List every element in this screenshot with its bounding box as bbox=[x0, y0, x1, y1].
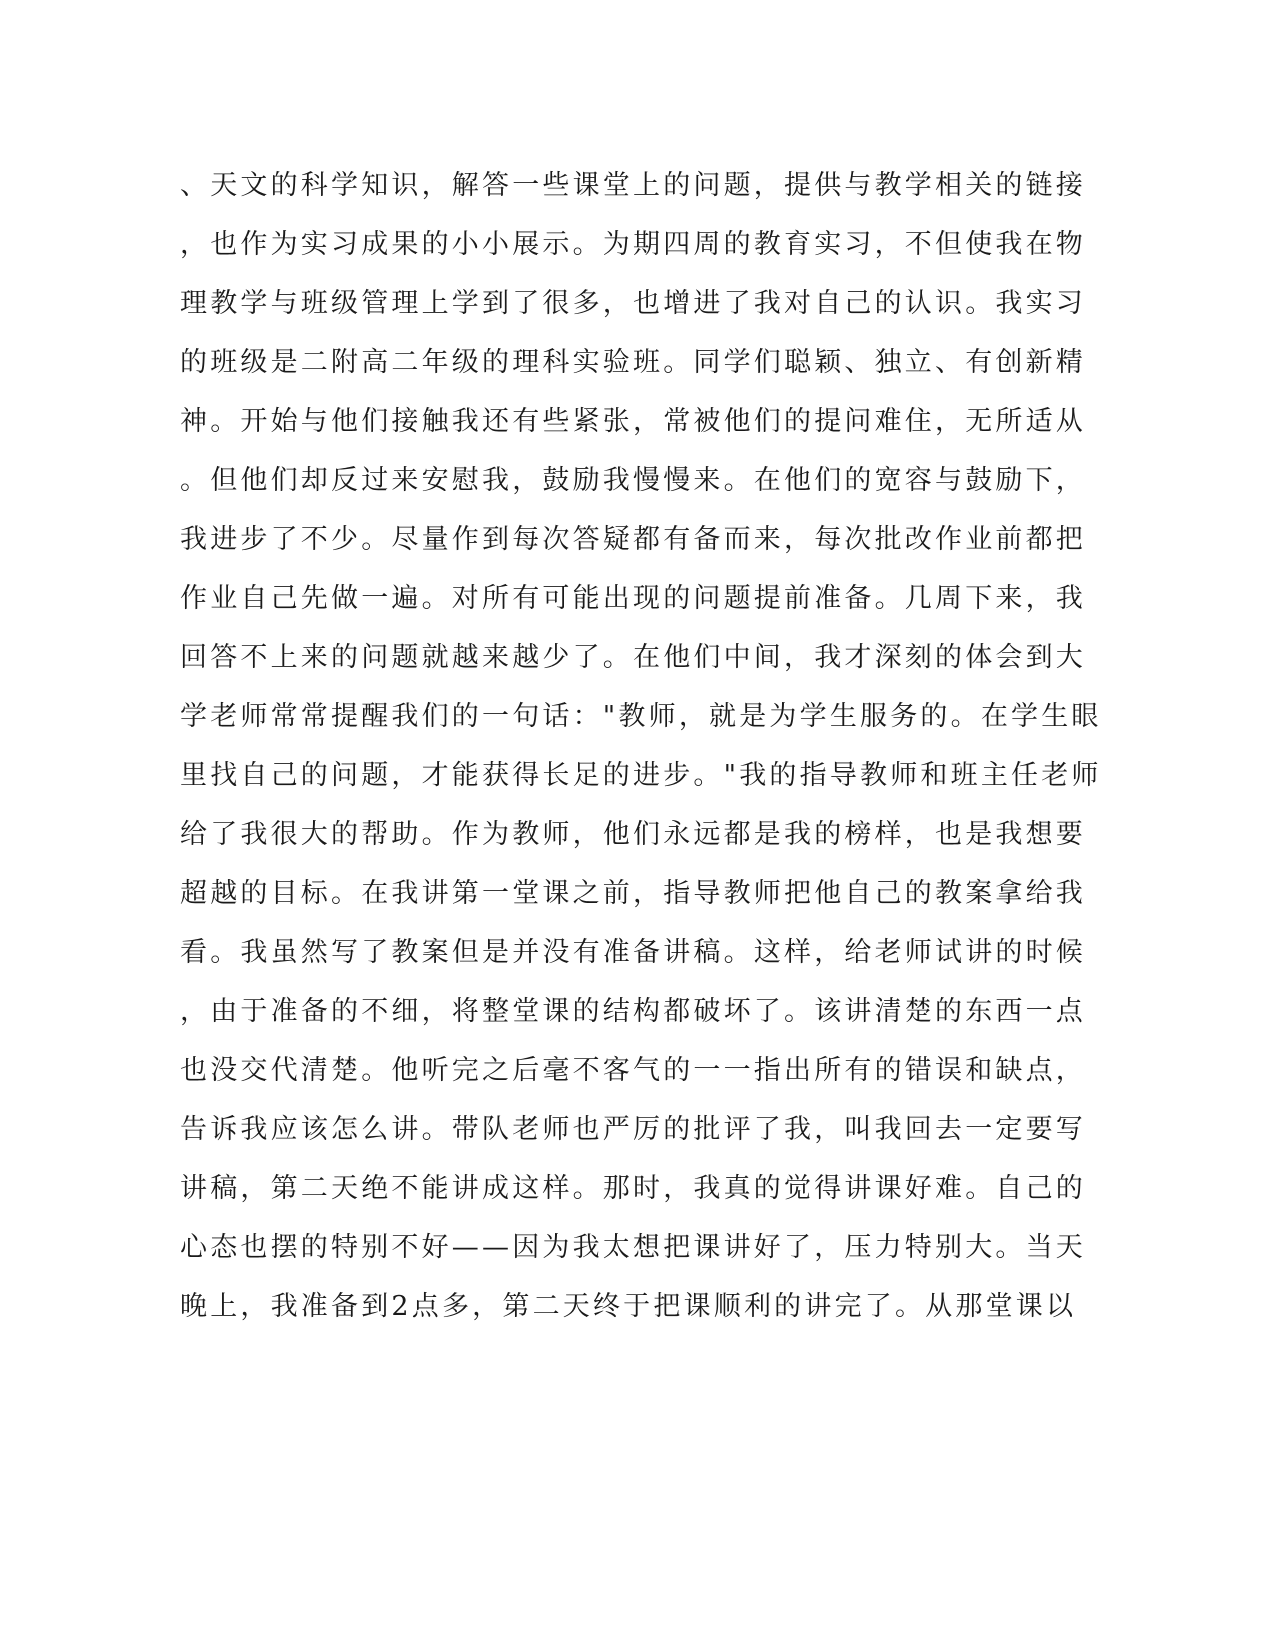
text-line-18: 讲稿，第二天绝不能讲成这样。那时，我真的觉得讲课好难。自己的 bbox=[180, 1173, 1086, 1204]
text-line-2: ，也作为实习成果的小小展示。为期四周的教育实习，不但使我在物 bbox=[180, 229, 1086, 260]
text-line-5: 神。开始与他们接触我还有些紧张，常被他们的提问难住，无所适从 bbox=[180, 406, 1086, 437]
text-line-12: 给了我很大的帮助。作为教师，他们永远都是我的榜样，也是我想要 bbox=[180, 819, 1086, 850]
text-line-6: 。但他们却反过来安慰我，鼓励我慢慢来。在他们的宽容与鼓励下， bbox=[180, 465, 1086, 496]
text-line-17: 告诉我应该怎么讲。带队老师也严厉的批评了我，叫我回去一定要写 bbox=[180, 1114, 1086, 1145]
text-line-13: 超越的目标。在我讲第一堂课之前，指导教师把他自己的教案拿给我 bbox=[180, 878, 1086, 909]
text-line-9: 回答不上来的问题就越来越少了。在他们中间，我才深刻的体会到大 bbox=[180, 642, 1086, 673]
body-text bbox=[180, 156, 1102, 1336]
text-line-7: 我进步了不少。尽量作到每次答疑都有备而来，每次批改作业前都把 bbox=[180, 524, 1086, 555]
text-line-11: 里找自己的问题，才能获得长足的进步。"我的指导教师和班主任老师 bbox=[180, 760, 1102, 791]
text-line-4: 的班级是二附高二年级的理科实验班。同学们聪颖、独立、有创新精 bbox=[180, 347, 1086, 378]
text-line-14: 看。我虽然写了教案但是并没有准备讲稿。这样，给老师试讲的时候 bbox=[180, 937, 1086, 968]
text-line-3: 理教学与班级管理上学到了很多，也增进了我对自己的认识。我实习 bbox=[180, 288, 1086, 319]
text-line-10: 学老师常常提醒我们的一句话："教师，就是为学生服务的。在学生眼 bbox=[180, 701, 1102, 732]
text-line-1: 、天文的科学知识，解答一些课堂上的问题，提供与教学相关的链接 bbox=[180, 170, 1086, 201]
text-line-8: 作业自己先做一遍。对所有可能出现的问题提前准备。几周下来，我 bbox=[180, 583, 1086, 614]
text-line-15: ，由于准备的不细，将整堂课的结构都破坏了。该讲清楚的东西一点 bbox=[180, 996, 1086, 1027]
text-line-16: 也没交代清楚。他听完之后毫不客气的一一指出所有的错误和缺点， bbox=[180, 1055, 1086, 1086]
text-line-20: 晚上，我准备到2点多，第二天终于把课顺利的讲完了。从那堂课以 bbox=[180, 1291, 1077, 1322]
text-line-19: 心态也摆的特别不好——因为我太想把课讲好了，压力特别大。当天 bbox=[180, 1232, 1086, 1263]
